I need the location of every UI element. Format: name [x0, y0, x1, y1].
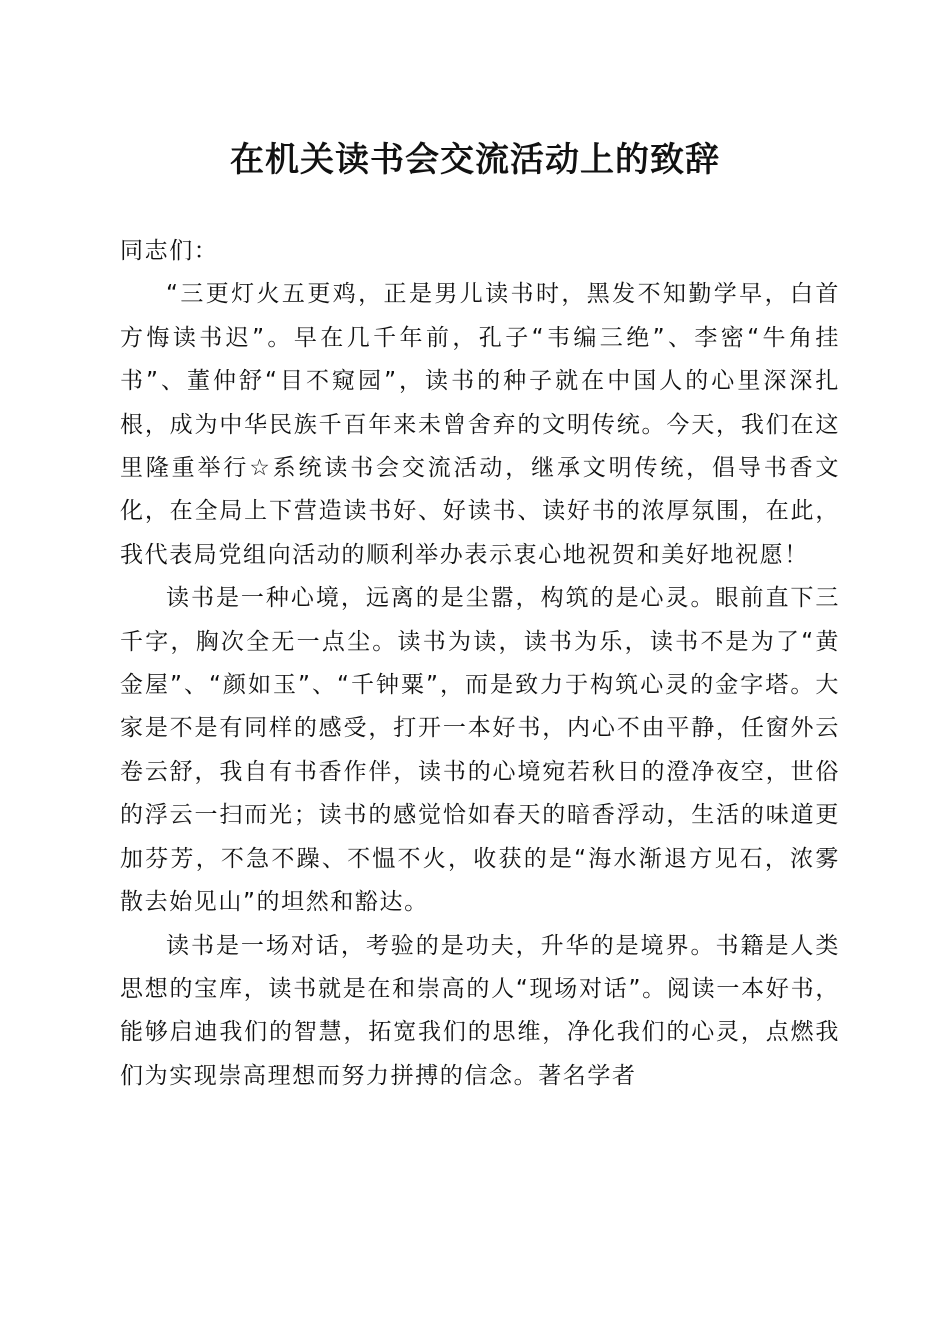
salutation: 同志们：	[120, 238, 219, 264]
document-title: 在机关读书会交流活动上的致辞	[230, 140, 720, 180]
paragraph-1: “三更灯火五更鸡，正是男儿读书时，黑发不知勤学早，白首方悔读书迟”。早在几千年前，孔子“韦编三绝”、李密“牛角挂书”、董仲舒“目不窥园”，读书的种子就在中国人的心里深深扎根，成为中华民族千百年来未曾舍弃的文明传统。今天，我们在这里隆重举行☆系统读书会交流活动，继承文明传统，倡导书香文化，在全局上下营造读书好、好读书、读好书的浓厚氛围，在此，我代表局党组向活动的顺利举办表示衷心地祝贺和美好地祝愿！	[120, 281, 840, 568]
paragraph-3: 读书是一场对话，考验的是功夫，升华的是境界。书籍是人类思想的宝库，读书就是在和崇高的人“现场对话”。阅读一本好书，能够启迪我们的智慧，拓宽我们的思维，净化我们的心灵，点燃我们为实现崇高理想而努力拼搏的信念。著名学者	[120, 932, 840, 1089]
document-body	[120, 230, 840, 1098]
paragraph-2: 读书是一种心境，远离的是尘嚣，构筑的是心灵。眼前直下三千字，胸次全无一点尘。读书为读，读书为乐，读书不是为了“黄金屋”、“颜如玉”、“千钟粟”，而是致力于构筑心灵的金字塔。大家是不是有同样的感受，打开一本好书，内心不由平静，任窗外云卷云舒，我自有书香作伴，读书的心境宛若秋日的澄净夜空，世俗的浮云一扫而光；读书的感觉恰如春天的暗香浮动，生活的味道更加芬芳，不急不躁、不愠不火，收获的是“海水渐退方见石，浓雾散去始见山”的坦然和豁达。	[120, 585, 840, 916]
